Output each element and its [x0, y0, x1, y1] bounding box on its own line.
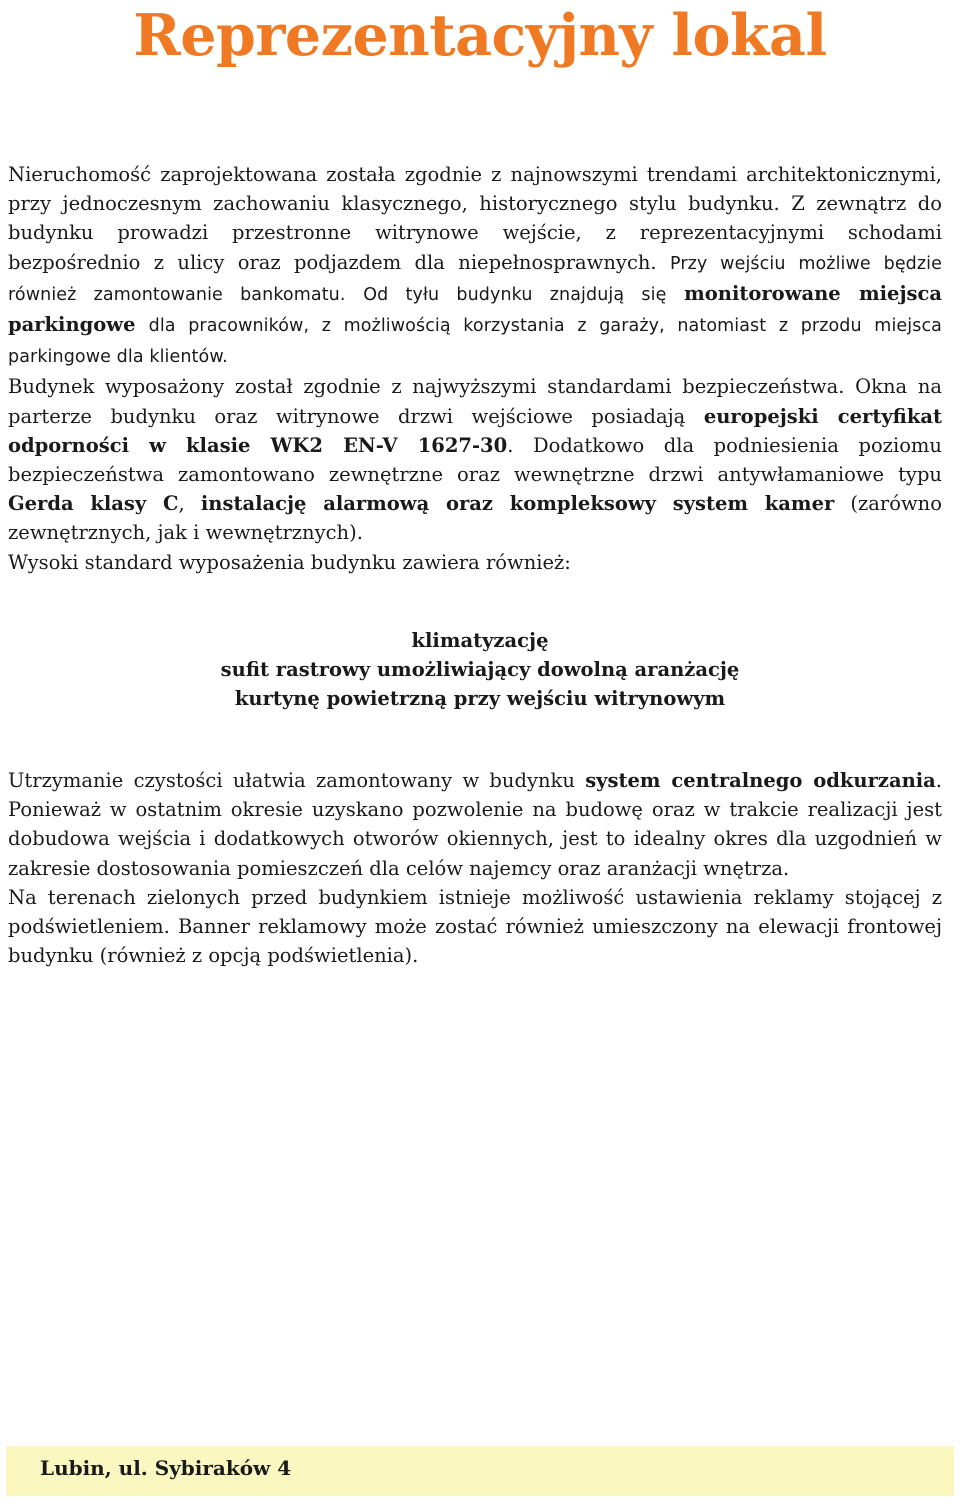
intro-sentence-3: Przy wejściu możliwe będzie również zamontowanie bankomatu.	[8, 253, 943, 305]
intro-sentence-4c: dla pracowników, z możliwością korzystania z garaży, natomiast z przodu miejsca parkingowe dla klientów.	[8, 316, 942, 368]
renovation-text: Ponieważ w ostatnim okresie uzyskano pozwolenie na budowę oraz w trakcie realizacji jest dobudowa wejścia i dodatkowych otworów okiennych, jest to idealny okres dla uzgodnień w zakresie dostosowania pomieszczeń dla celów najemcy oraz aranżacji wnętrza.	[8, 798, 942, 880]
security-sentence-2c: . Dodatkowo dla podniesienia poziomu bezpieczeństwa zamontowano zewnętrzne oraz wewnętrzne drzwi antywłamaniowe typu	[8, 433, 942, 487]
footer-address: Lubin, ul. Sybiraków 4	[40, 1456, 292, 1480]
feature-item: kurtynę powietrzną przy wejściu witrynowym	[234, 687, 726, 711]
page-title: Reprezentacyjny lokal	[133, 2, 827, 69]
security-sentence-2a: Okna na parterze budynku oraz witrynowe drzwi wejściowe posiadają	[8, 375, 943, 428]
cleaning-text: Utrzymanie czystości ułatwia zamontowany w budynku	[8, 769, 575, 792]
advertising-paragraph: Na terenach zielonych przed budynkiem istnieje możliwość ustawienia reklamy stojącej z podświetleniem. Banner reklamowy może zostać również umieszczony na elewacji frontowej budynku (również z opcją podświetlenia).	[8, 885, 942, 968]
feature-item: klimatyzację	[411, 629, 549, 652]
footer-bar	[6, 1446, 954, 1496]
intro-sentence-2: Z zewnątrz do budynku prowadzi przestronne witrynowe wejście, z reprezentacyjnymi schodami bezpośrednio z ulicy oraz podjazdem dla niepełnosprawnych.	[8, 192, 942, 274]
period: .	[935, 769, 942, 792]
intro-sentence-1: Nieruchomość zaprojektowana została zgodnie z najnowszymi trendami architektonicznymi, przy jednoczesnym zachowaniu klasycznego, historycznego stylu budynku.	[8, 163, 942, 216]
features-list	[0, 626, 960, 714]
vacuum-highlight: system centralnego odkurzania	[585, 769, 936, 792]
alarm-highlight: instalację alarmową oraz kompleksowy system kamer	[200, 492, 835, 516]
security-sentence-2g: (zarówno zewnętrznych, jak i wewnętrznych).	[8, 492, 942, 545]
intro-sentence-4a: Od tyłu budynku znajdują się	[363, 284, 667, 305]
parking-highlight: monitorowane miejsca parkingowe	[8, 281, 943, 337]
additional-section	[8, 766, 942, 970]
feature-item: sufit rastrowy umożliwiający dowolną aranżację	[220, 658, 740, 682]
security-paragraph	[8, 372, 942, 547]
cleaning-paragraph	[8, 766, 942, 883]
security-sentence-1: Budynek wyposażony został zgodnie z najwyższymi standardami bezpieczeństwa.	[8, 375, 845, 399]
description-section	[8, 160, 942, 577]
comma: ,	[178, 492, 185, 516]
door-type-highlight: Gerda klasy C	[8, 492, 179, 516]
standard-intro: Wysoki standard wyposażenia budynku zawiera również:	[8, 550, 571, 574]
certificate-highlight: europejski certyfikat odporności w klasie WK2 EN-V 1627-30	[8, 404, 942, 457]
intro-paragraph	[8, 160, 942, 372]
